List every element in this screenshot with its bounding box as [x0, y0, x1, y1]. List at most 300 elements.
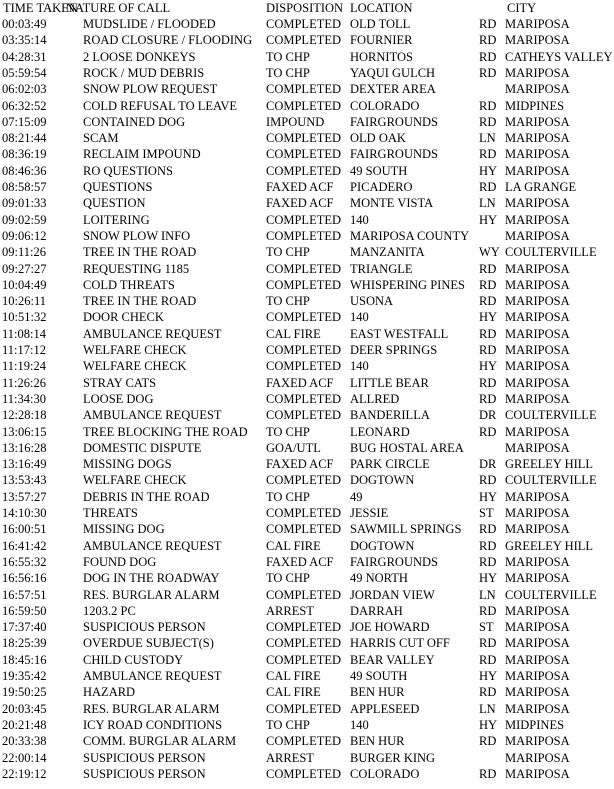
cell-time: 03:35:14: [2, 33, 47, 48]
cell-time: 13:57:27: [2, 489, 47, 504]
cell-city: MARIPOSA: [505, 391, 570, 406]
cell-location: FAIRGROUNDS: [350, 147, 438, 162]
cell-disposition: COMPLETED: [266, 734, 341, 749]
cell-city: MARIPOSA: [505, 228, 570, 243]
cell-location: OLD TOLL: [350, 17, 411, 31]
cell-city: MIDPINES: [505, 717, 565, 732]
cell-city: MARIPOSA: [505, 261, 570, 276]
cell-disposition: TO CHP: [266, 424, 310, 439]
cell-street-type: LN: [479, 587, 496, 602]
cell-street-type: RD: [479, 473, 497, 488]
cell-nature: 1203.2 PC: [83, 603, 136, 618]
cell-nature: SCAM: [83, 131, 119, 146]
cell-street-type: RD: [479, 685, 497, 700]
cell-city: MARIPOSA: [505, 131, 570, 146]
cell-disposition: COMPLETED: [266, 98, 341, 113]
cell-location: 49 SOUTH: [350, 669, 408, 683]
cell-street-type: HY: [479, 717, 498, 732]
cell-nature: MISSING DOGS: [83, 457, 172, 472]
cell-street-type: HY: [479, 212, 498, 227]
cell-nature: AMBULANCE REQUEST: [83, 538, 222, 553]
cell-street-type: HY: [479, 163, 498, 178]
cell-time: 19:35:42: [2, 669, 47, 683]
cell-disposition: COMPLETED: [266, 277, 341, 292]
cell-nature: AMBULANCE REQUEST: [83, 669, 222, 683]
cell-nature: DEBRIS IN THE ROAD: [83, 489, 210, 504]
table-row: [0, 16, 614, 32]
cell-disposition: COMPLETED: [266, 701, 341, 716]
cell-location: HARRIS CUT OFF: [350, 636, 450, 651]
cell-city: MARIPOSA: [505, 522, 570, 537]
cell-nature: WELFARE CHECK: [83, 473, 187, 488]
cell-city: MARIPOSA: [505, 766, 570, 781]
table-row: [0, 163, 614, 179]
cell-disposition: CAL FIRE: [266, 685, 321, 700]
cell-time: 13:16:49: [2, 457, 47, 472]
cell-nature: LOITERING: [83, 212, 150, 227]
cell-nature: SUSPICIOUS PERSON: [83, 750, 206, 765]
cell-time: 11:26:26: [2, 375, 46, 390]
cell-nature: SUSPICIOUS PERSON: [83, 620, 206, 635]
cell-time: 22:19:12: [2, 766, 47, 781]
cell-nature: ROCK / MUD DEBRIS: [83, 65, 205, 80]
cell-city: MARIPOSA: [505, 701, 570, 716]
table-row: [0, 277, 614, 293]
cell-location: 49 NORTH: [350, 571, 408, 586]
table-row: [0, 32, 614, 48]
cell-disposition: TO CHP: [266, 65, 310, 80]
cell-city: COULTERVILLE: [505, 473, 597, 488]
cell-location: USONA: [350, 294, 394, 309]
cell-nature: FOUND DOG: [83, 554, 157, 569]
cell-location: DOGTOWN: [350, 538, 415, 553]
cell-nature: QUESTIONS: [83, 180, 153, 194]
cell-street-type: RD: [479, 766, 497, 781]
cell-nature: TREE BLOCKING THE ROAD: [83, 424, 248, 439]
table-header: [0, 0, 614, 16]
cell-time: 14:10:30: [2, 506, 47, 520]
cell-nature: 2 LOOSE DONKEYS: [83, 49, 196, 64]
cell-street-type: ST: [479, 506, 494, 520]
cell-nature: CONTAINED DOG: [83, 114, 186, 129]
cell-location: JOE HOWARD: [350, 620, 430, 635]
cell-time: 05:59:54: [2, 65, 47, 80]
cell-nature: SUSPICIOUS PERSON: [83, 766, 206, 781]
cell-disposition: TO CHP: [266, 717, 310, 732]
cell-city: MARIPOSA: [505, 685, 570, 700]
cell-time: 11:08:14: [2, 326, 46, 341]
cell-time: 19:50:25: [2, 685, 47, 700]
cell-nature: RES. BURGLAR ALARM: [83, 587, 220, 602]
cell-nature: AMBULANCE REQUEST: [83, 326, 222, 341]
cell-location: HORNITOS: [350, 49, 413, 64]
table-row: [0, 717, 614, 733]
cell-street-type: RD: [479, 277, 497, 292]
cell-city: MARIPOSA: [505, 65, 570, 80]
cell-time: 11:19:24: [2, 359, 46, 374]
cell-time: 07:15:09: [2, 114, 47, 129]
cell-disposition: COMPLETED: [266, 408, 341, 423]
cell-nature: WELFARE CHECK: [83, 343, 187, 357]
table-row: [0, 407, 614, 423]
cell-disposition: FAXED ACF: [266, 196, 334, 211]
cell-disposition: FAXED ACF: [266, 554, 334, 569]
cell-nature: STRAY CATS: [83, 375, 157, 390]
cell-street-type: RD: [479, 554, 497, 569]
table-row: [0, 668, 614, 684]
cell-location: YAQUI GULCH: [350, 65, 436, 80]
cell-nature: DOMESTIC DISPUTE: [83, 440, 202, 455]
cell-disposition: COMPLETED: [266, 261, 341, 276]
cell-location: OLD OAK: [350, 131, 406, 146]
cell-street-type: RD: [479, 391, 497, 406]
cell-disposition: COMPLETED: [266, 391, 341, 406]
table-row: [0, 570, 614, 586]
cell-city: MARIPOSA: [505, 359, 570, 374]
cell-city: MARIPOSA: [505, 669, 570, 683]
table-row: [0, 65, 614, 81]
table-row: [0, 701, 614, 717]
cell-time: 10:26:11: [2, 294, 46, 309]
cell-location: BEN HUR: [350, 685, 405, 700]
cell-street-type: HY: [479, 359, 498, 374]
cell-nature: HAZARD: [83, 685, 136, 700]
cell-street-type: RD: [479, 326, 497, 341]
cell-time: 17:37:40: [2, 620, 47, 635]
cell-street-type: RD: [479, 424, 497, 439]
cell-disposition: FAXED ACF: [266, 375, 334, 390]
cell-time: 11:17:12: [2, 343, 46, 357]
cell-disposition: COMPLETED: [266, 359, 341, 374]
cell-disposition: COMPLETED: [266, 473, 341, 488]
cell-time: 16:55:32: [2, 554, 47, 569]
cell-location: DEXTER AREA: [350, 82, 436, 97]
table-row: [0, 195, 614, 211]
cell-time: 16:41:42: [2, 538, 47, 553]
cell-disposition: COMPLETED: [266, 587, 341, 602]
cell-location: SAWMILL SPRINGS: [350, 522, 462, 537]
header-location: LOCATION: [350, 1, 413, 15]
cell-time: 20:21:48: [2, 717, 47, 732]
cell-city: MARIPOSA: [505, 424, 570, 439]
cell-location: BURGER KING: [350, 750, 436, 765]
cell-disposition: TO CHP: [266, 294, 310, 309]
cell-nature: SNOW PLOW REQUEST: [83, 82, 218, 97]
cell-street-type: HY: [479, 669, 498, 683]
cell-nature: SNOW PLOW INFO: [83, 228, 191, 243]
cell-location: 140: [350, 359, 369, 374]
cell-location: BANDERILLA: [350, 408, 430, 423]
cell-street-type: RD: [479, 522, 497, 537]
table-row: [0, 587, 614, 603]
cell-disposition: COMPLETED: [266, 82, 341, 97]
cell-location: LEONARD: [350, 424, 410, 439]
cell-disposition: COMPLETED: [266, 506, 341, 520]
cell-nature: ROAD CLOSURE / FLOODING: [83, 33, 253, 48]
table-row: [0, 293, 614, 309]
cell-disposition: FAXED ACF: [266, 180, 334, 194]
cell-disposition: COMPLETED: [266, 147, 341, 162]
table-row: [0, 603, 614, 619]
cell-location: DOGTOWN: [350, 473, 415, 488]
table-row: [0, 130, 614, 146]
cell-city: MARIPOSA: [505, 652, 570, 667]
cell-street-type: RD: [479, 636, 497, 651]
table-row: [0, 652, 614, 668]
cell-location: COLORADO: [350, 766, 420, 781]
cell-city: MARIPOSA: [505, 196, 570, 211]
cell-city: MARIPOSA: [505, 603, 570, 618]
cell-nature: WELFARE CHECK: [83, 359, 187, 374]
cell-nature: DOG IN THE ROADWAY: [83, 571, 220, 586]
cell-nature: TREE IN THE ROAD: [83, 294, 197, 309]
cell-nature: RES. BURGLAR ALARM: [83, 701, 220, 716]
cell-street-type: RD: [479, 538, 497, 553]
cell-time: 08:36:19: [2, 147, 47, 162]
cell-disposition: COMPLETED: [266, 652, 341, 667]
table-row: [0, 228, 614, 244]
cell-location: FAIRGROUNDS: [350, 554, 438, 569]
table-row: [0, 619, 614, 635]
cell-city: MARIPOSA: [505, 620, 570, 635]
cell-city: MARIPOSA: [505, 310, 570, 325]
cell-street-type: LN: [479, 131, 496, 146]
cell-time: 18:25:39: [2, 636, 47, 651]
cell-street-type: ST: [479, 620, 494, 635]
cell-disposition: COMPLETED: [266, 636, 341, 651]
cell-city: MARIPOSA: [505, 277, 570, 292]
cell-disposition: CAL FIRE: [266, 326, 321, 341]
cell-street-type: DR: [479, 457, 497, 472]
table-row: [0, 750, 614, 766]
cell-city: MARIPOSA: [505, 750, 570, 765]
cell-city: COULTERVILLE: [505, 408, 597, 423]
cell-time: 08:58:57: [2, 180, 47, 194]
cell-time: 22:00:14: [2, 750, 47, 765]
cell-time: 12:28:18: [2, 408, 47, 423]
cell-city: MARIPOSA: [505, 375, 570, 390]
cell-city: MARIPOSA: [505, 554, 570, 569]
table-row: [0, 489, 614, 505]
table-row: [0, 456, 614, 472]
table-row: [0, 81, 614, 97]
cell-time: 16:56:16: [2, 571, 47, 586]
header-nature-of-call: NATURE OF CALL: [66, 1, 171, 15]
cell-nature: COLD REFUSAL TO LEAVE: [83, 98, 238, 113]
cell-time: 00:03:49: [2, 17, 47, 31]
cell-time: 08:46:36: [2, 163, 47, 178]
cell-street-type: RD: [479, 65, 497, 80]
cell-street-type: HY: [479, 489, 498, 504]
cell-time: 16:00:51: [2, 522, 47, 537]
cell-city: MARIPOSA: [505, 163, 570, 178]
cell-nature: RECLAIM IMPOUND: [83, 147, 201, 162]
cell-location: WHISPERING PINES: [350, 277, 465, 292]
cell-disposition: CAL FIRE: [266, 669, 321, 683]
cell-disposition: TO CHP: [266, 489, 310, 504]
table-row: [0, 766, 614, 782]
cell-street-type: RD: [479, 114, 497, 129]
cell-disposition: COMPLETED: [266, 343, 341, 357]
table-row: [0, 261, 614, 277]
cell-time: 09:06:12: [2, 228, 47, 243]
table-row: [0, 554, 614, 570]
header-disposition: DISPOSITION: [266, 1, 344, 15]
cell-disposition: COMPLETED: [266, 522, 341, 537]
table-row: [0, 424, 614, 440]
cell-time: 13:53:43: [2, 473, 47, 488]
table-row: [0, 505, 614, 521]
cell-city: MARIPOSA: [505, 343, 570, 357]
cell-disposition: COMPLETED: [266, 163, 341, 178]
cell-street-type: RD: [479, 180, 497, 194]
cell-nature: ICY ROAD CONDITIONS: [83, 717, 223, 732]
cell-time: 16:57:51: [2, 587, 47, 602]
cell-street-type: RD: [479, 734, 497, 749]
table-row: [0, 49, 614, 65]
cell-street-type: RD: [479, 17, 497, 31]
cell-disposition: TO CHP: [266, 49, 310, 64]
cell-nature: THREATS: [83, 506, 138, 520]
cell-time: 18:45:16: [2, 652, 47, 667]
cell-location: JESSIE: [350, 506, 389, 520]
cell-city: MARIPOSA: [505, 212, 570, 227]
cell-nature: COMM. BURGLAR ALARM: [83, 734, 237, 749]
cell-city: MARIPOSA: [505, 506, 570, 520]
table-row: [0, 521, 614, 537]
cell-location: FAIRGROUNDS: [350, 114, 438, 129]
cell-location: 140: [350, 310, 369, 325]
cell-time: 20:33:38: [2, 734, 47, 749]
table-row: [0, 114, 614, 130]
cell-time: 04:28:31: [2, 49, 47, 64]
cell-disposition: ARREST: [266, 750, 314, 765]
cell-city: MARIPOSA: [505, 734, 570, 749]
table-row: [0, 538, 614, 554]
table-row: [0, 391, 614, 407]
cell-street-type: RD: [479, 375, 497, 390]
cell-time: 10:04:49: [2, 277, 47, 292]
cell-street-type: RD: [479, 603, 497, 618]
cell-nature: LOOSE DOG: [83, 391, 154, 406]
header-city: CITY: [507, 1, 537, 15]
cell-street-type: RD: [479, 294, 497, 309]
cell-location: PICADERO: [350, 180, 413, 194]
cell-time: 11:34:30: [2, 391, 46, 406]
cell-street-type: LN: [479, 701, 496, 716]
cell-disposition: GOA/UTL: [266, 440, 321, 455]
cell-street-type: RD: [479, 49, 497, 64]
cell-street-type: HY: [479, 571, 498, 586]
cell-street-type: RD: [479, 343, 497, 357]
cell-disposition: COMPLETED: [266, 131, 341, 146]
cell-disposition: TO CHP: [266, 571, 310, 586]
cell-nature: QUESTION: [83, 196, 146, 211]
cell-time: 20:03:45: [2, 701, 47, 716]
cell-city: GREELEY HILL: [505, 538, 594, 553]
cell-street-type: RD: [479, 261, 497, 276]
table-row: [0, 684, 614, 700]
cell-street-type: DR: [479, 408, 497, 423]
cell-disposition: ARREST: [266, 603, 314, 618]
cell-disposition: IMPOUND: [266, 114, 325, 129]
cell-nature: COLD THREATS: [83, 277, 175, 292]
cell-street-type: LN: [479, 196, 496, 211]
cell-location: BEN HUR: [350, 734, 405, 749]
cell-street-type: RD: [479, 98, 497, 113]
cell-disposition: COMPLETED: [266, 212, 341, 227]
cell-city: MARIPOSA: [505, 294, 570, 309]
cell-nature: REQUESTING 1185: [83, 261, 190, 276]
table-row: [0, 179, 614, 195]
cell-city: LA GRANGE: [505, 180, 577, 194]
cell-location: MARIPOSA COUNTY: [350, 228, 470, 243]
table-row: [0, 375, 614, 391]
cell-time: 09:01:33: [2, 196, 47, 211]
cell-nature: RO QUESTIONS: [83, 163, 173, 178]
cell-location: DARRAH: [350, 603, 403, 618]
cell-city: CATHEYS VALLEY: [505, 49, 613, 64]
cell-location: 49: [350, 489, 363, 504]
table-row: [0, 244, 614, 260]
table-row: [0, 472, 614, 488]
table-row: [0, 440, 614, 456]
cell-disposition: COMPLETED: [266, 766, 341, 781]
cell-city: MARIPOSA: [505, 489, 570, 504]
cell-city: MARIPOSA: [505, 636, 570, 651]
cell-street-type: RD: [479, 33, 497, 48]
cell-city: MARIPOSA: [505, 17, 570, 31]
cell-time: 13:16:28: [2, 440, 47, 455]
cell-city: COULTERVILLE: [505, 245, 597, 260]
table-row: [0, 212, 614, 228]
table-row: [0, 146, 614, 162]
cell-street-type: WY: [479, 245, 500, 260]
cell-time: 16:59:50: [2, 603, 47, 618]
cell-location: JORDAN VIEW: [350, 587, 435, 602]
table-row: [0, 326, 614, 342]
cell-location: DEER SPRINGS: [350, 343, 438, 357]
cell-city: COULTERVILLE: [505, 587, 597, 602]
cell-street-type: RD: [479, 652, 497, 667]
cell-street-type: HY: [479, 310, 498, 325]
cell-location: EAST WESTFALL: [350, 326, 449, 341]
cell-location: BUG HOSTAL AREA: [350, 440, 464, 455]
cell-time: 10:51:32: [2, 310, 47, 325]
cell-city: MARIPOSA: [505, 82, 570, 97]
cell-location: PARK CIRCLE: [350, 457, 430, 472]
cell-location: FOURNIER: [350, 33, 413, 48]
cell-location: MONTE VISTA: [350, 196, 434, 211]
cell-time: 09:11:26: [2, 245, 46, 260]
cell-disposition: COMPLETED: [266, 228, 341, 243]
cell-location: COLORADO: [350, 98, 420, 113]
cell-disposition: CAL FIRE: [266, 538, 321, 553]
cell-location: 49 SOUTH: [350, 163, 408, 178]
cell-nature: MISSING DOG: [83, 522, 165, 537]
cell-street-type: RD: [479, 147, 497, 162]
table-row: [0, 98, 614, 114]
cell-location: 140: [350, 717, 369, 732]
cell-time: 09:27:27: [2, 261, 47, 276]
cell-nature: CHILD CUSTODY: [83, 652, 184, 667]
cell-time: 13:06:15: [2, 424, 47, 439]
cell-city: MARIPOSA: [505, 440, 570, 455]
cell-location: MANZANITA: [350, 245, 425, 260]
table-row: [0, 342, 614, 358]
cell-disposition: COMPLETED: [266, 310, 341, 325]
cell-disposition: COMPLETED: [266, 33, 341, 48]
